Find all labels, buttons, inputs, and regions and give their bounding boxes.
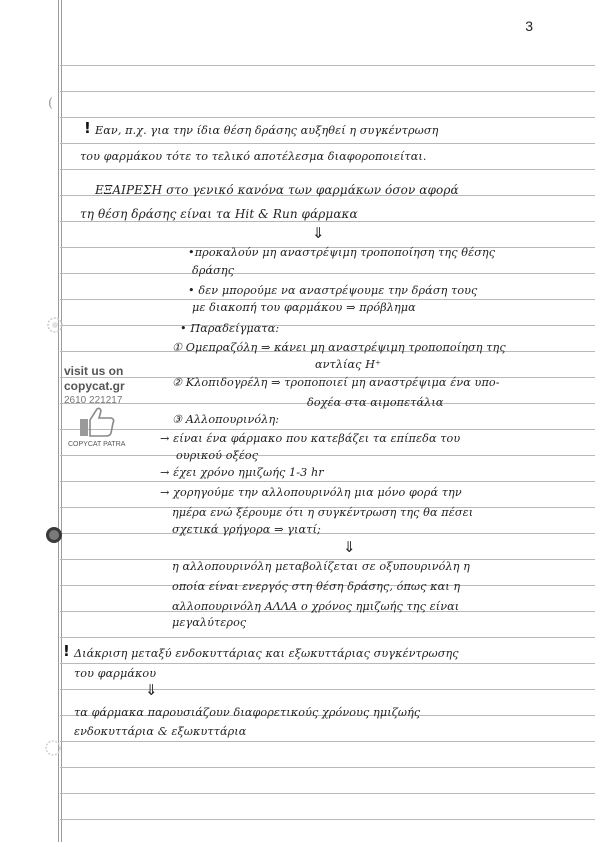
margin-mark: ( bbox=[48, 96, 54, 111]
ruled-line bbox=[60, 663, 595, 664]
note-line: •προκαλούν μη αναστρέψιμη τροποποίηση της θέσης bbox=[188, 246, 496, 259]
watermark-phone: 2610 221217 bbox=[64, 395, 123, 406]
ruled-line bbox=[60, 481, 595, 482]
ruled-line bbox=[60, 117, 595, 118]
note-line: → είναι ένα φάρμακο που κατεβάζει τα επίπεδα του bbox=[160, 432, 461, 445]
ruled-line bbox=[60, 819, 595, 820]
note-line: μεγαλύτερος bbox=[172, 616, 247, 629]
note-line: αλλοπουρινόλη ΑΛΛΑ ο χρόνος ημιζωής της είναι bbox=[172, 600, 460, 613]
note-line: ημέρα ενώ ξέρουμε ότι η συγκέντρωση της θα πέσει bbox=[172, 506, 474, 519]
note-line: αντλίας H⁺ bbox=[315, 358, 382, 371]
note-line: οποία είναι ενεργός στη θέση δράσης, όπως και η bbox=[172, 580, 461, 593]
note-line: → χορηγούμε την αλλοπουρινόλη μια μόνο φορά την bbox=[160, 486, 462, 499]
ruled-line bbox=[60, 429, 595, 430]
margin-line bbox=[58, 0, 59, 842]
exclamation-mark: ! bbox=[63, 642, 70, 660]
ruled-line bbox=[60, 273, 595, 274]
ruled-line bbox=[60, 169, 595, 170]
page-number: 3 bbox=[525, 18, 533, 34]
ruled-line bbox=[60, 533, 595, 534]
note-line: η αλλοπουρινόλη μεταβολίζεται σε οξυπουρινόλη η bbox=[172, 560, 470, 573]
exclamation-mark: ! bbox=[84, 119, 91, 137]
note-line: τη θέση δράσης είναι τα Hit & Run φάρμακα bbox=[80, 207, 358, 221]
note-line: ΕΞΑΙΡΕΣΗ στο γενικό κανόνα των φαρμάκων όσον αφορά bbox=[95, 183, 459, 197]
note-line: • Παραδείγματα: bbox=[180, 322, 280, 335]
thumbs-up-icon bbox=[78, 406, 116, 438]
ruled-line bbox=[60, 221, 595, 222]
note-line: τα φάρμακα παρουσιάζουν διαφορετικούς χρόνους ημιζωής bbox=[74, 706, 421, 719]
ruled-line bbox=[60, 143, 595, 144]
watermark-site: copycat.gr bbox=[64, 379, 125, 393]
double-down-arrow: ⇓ bbox=[343, 538, 356, 556]
watermark-name: COPYCAT PATRA bbox=[68, 441, 126, 448]
ruled-line bbox=[60, 455, 595, 456]
note-line: με διακοπή του φαρμάκου ⇒ πρόβλημα bbox=[192, 301, 416, 314]
note-line: του φαρμάκου bbox=[74, 667, 157, 680]
ruled-line bbox=[60, 65, 595, 66]
ruled-line bbox=[60, 299, 595, 300]
note-line: σχετικά γρήγορα ⇒ γιατί; bbox=[172, 523, 321, 536]
note-line: ενδοκυττάρια & εξωκυττάρια bbox=[74, 725, 247, 738]
ruled-line bbox=[60, 325, 595, 326]
ruled-line bbox=[60, 793, 595, 794]
note-line: → έχει χρόνο ημιζωής 1-3 hr bbox=[160, 466, 324, 479]
note-line: ② Κλοπιδογρέλη ⇒ τροποποιεί μη αναστρέψιμα ένα υπο- bbox=[172, 376, 500, 389]
punch-hole-icon bbox=[43, 524, 65, 546]
ruled-line bbox=[60, 689, 595, 690]
ruled-line bbox=[60, 767, 595, 768]
note-line: ③ Αλλοπουρινόλη: bbox=[172, 413, 280, 426]
double-down-arrow: ⇓ bbox=[145, 681, 158, 699]
note-line: Διάκριση μεταξύ ενδοκυττάριας και εξωκυττάριας συγκέντρωσης bbox=[74, 647, 459, 660]
note-line: δράσης bbox=[192, 264, 235, 277]
punch-hole-icon bbox=[44, 314, 66, 336]
note-line: δοχέα στα αιμοπετάλια bbox=[307, 396, 444, 409]
watermark-visit-text: visit us on bbox=[64, 364, 124, 378]
note-line: Εαν, π.χ. για την ίδια θέση δράσης αυξηθεί η συγκέντρωση bbox=[95, 124, 439, 137]
punch-hole-icon bbox=[42, 737, 64, 759]
ruled-line bbox=[60, 741, 595, 742]
double-down-arrow: ⇓ bbox=[312, 224, 325, 242]
note-line: • δεν μπορούμε να αναστρέψουμε την δράση τους bbox=[188, 284, 478, 297]
note-line: ουρικού οξέος bbox=[176, 449, 259, 462]
note-line: του φαρμάκου τότε το τελικό αποτέλεσμα διαφοροποιείται. bbox=[80, 150, 427, 163]
ruled-line bbox=[60, 91, 595, 92]
ruled-line bbox=[60, 637, 595, 638]
note-line: ① Ομεπραζόλη ⇒ κάνει μη αναστρέψιμη τροποποίηση της bbox=[172, 341, 506, 354]
